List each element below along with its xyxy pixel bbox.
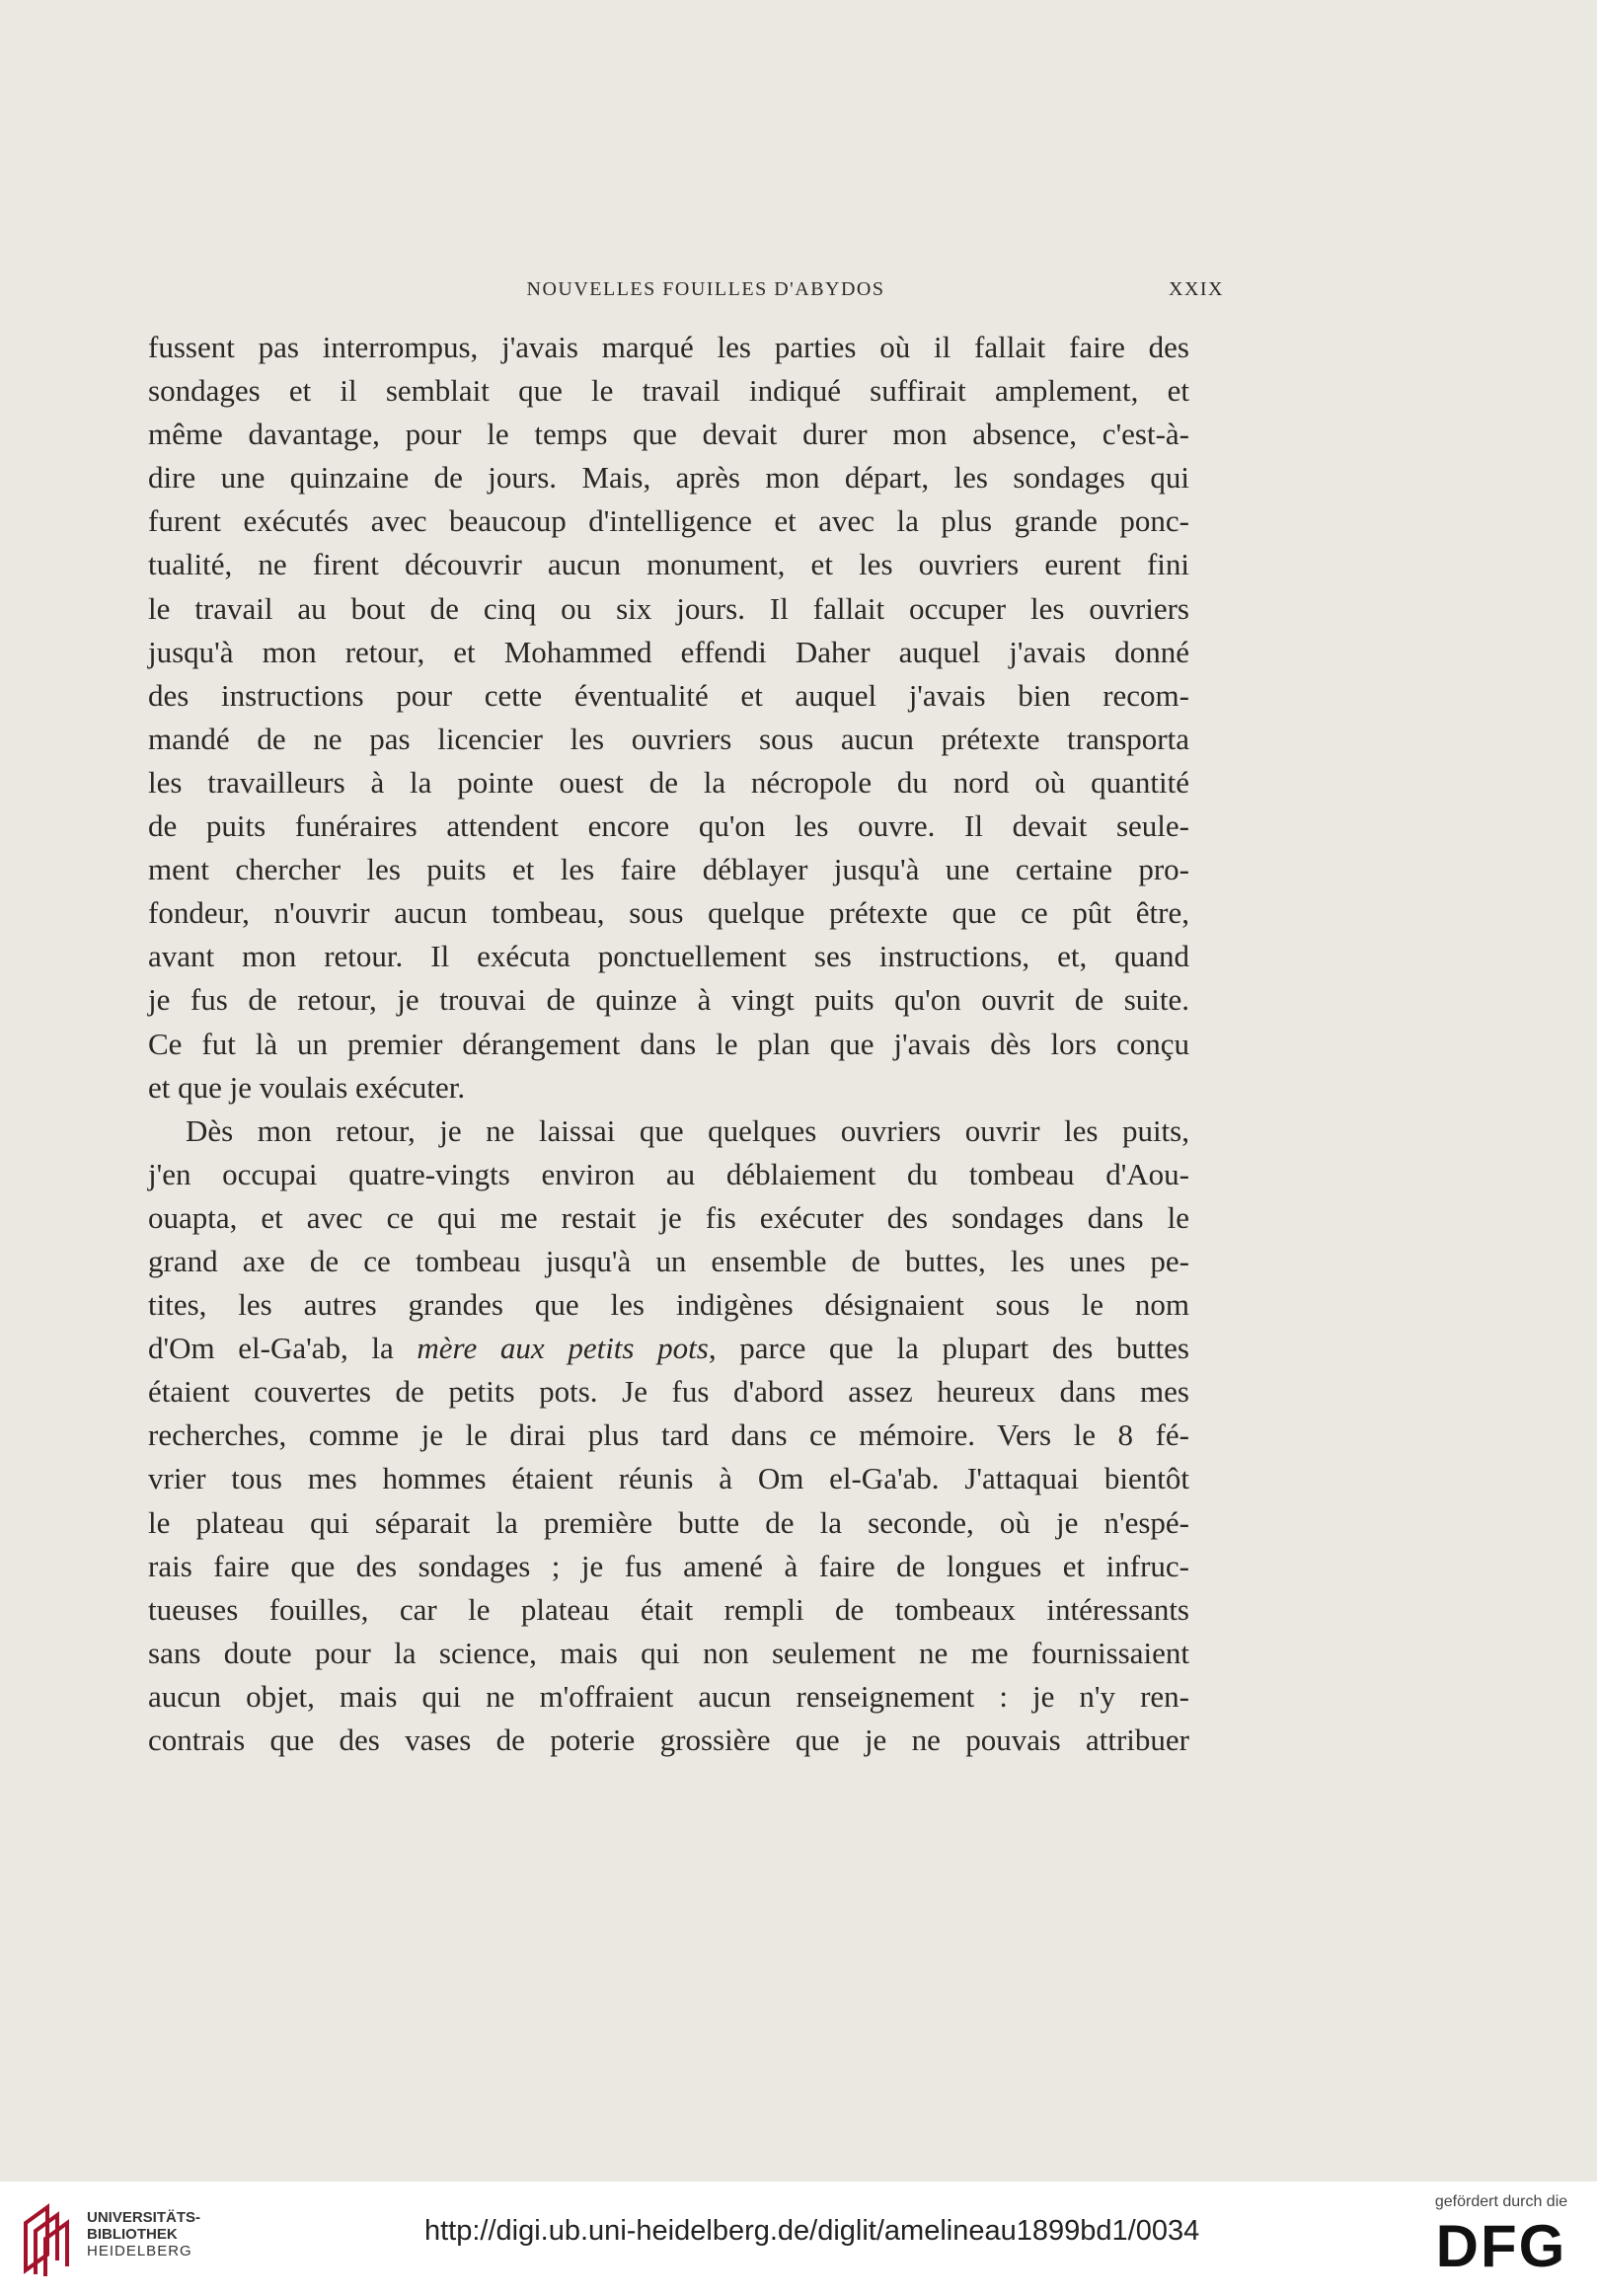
library-logo[interactable]	[18, 2201, 225, 2280]
dfg-credit[interactable]	[1427, 2193, 1575, 2292]
text-line: Ce fut là un premier dérangement dans le plan que j'avais dès lors conçu	[148, 1026, 1189, 1061]
text-line: tualité, ne firent découvrir aucun monument, et les ouvriers eurent fini	[148, 547, 1189, 582]
source-url-link[interactable]: http://digi.ub.uni-heidelberg.de/diglit/amelineau1899bd1/0034	[424, 2215, 1200, 2247]
library-name-line2: BIBLIOTHEK	[87, 2226, 178, 2243]
page-number: XXIX	[1169, 278, 1224, 300]
text-segment: d'Om el-Ga'ab, la	[148, 1331, 418, 1366]
text-line: dire une quinzaine de jours. Mais, après mon départ, les sondages qui	[148, 460, 1189, 496]
text-line: sans doute pour la science, mais qui non seulement ne me fournissaient	[148, 1635, 1189, 1670]
text-line: vrier tous mes hommes étaient réunis à Om el-Ga'ab. J'attaquai bientôt	[148, 1461, 1189, 1496]
library-name-line1: UNIVERSITÄTS-	[87, 2209, 201, 2226]
text-line: ment chercher les puits et les faire déblayer jusqu'à une certaine pro-	[148, 852, 1189, 887]
text-line-with-italic	[148, 1327, 1189, 1370]
dfg-logo: DFG	[1435, 2213, 1567, 2279]
text-line: même davantage, pour le temps que devait durer mon absence, c'est-à-	[148, 417, 1189, 452]
text-line: mandé de ne pas licencier les ouvriers sous aucun prétexte transporta	[148, 721, 1189, 756]
library-emblem-icon	[18, 2201, 79, 2276]
text-line: tites, les autres grandes que les indigènes désignaient sous le nom	[148, 1287, 1189, 1323]
text-line: Dès mon retour, je ne laissai que quelques ouvriers ouvrir les puits,	[186, 1112, 1189, 1148]
running-head	[188, 274, 1224, 310]
library-name	[87, 2209, 200, 2259]
text-line: furent exécutés avec beaucoup d'intelligence et avec la plus grande ponc-	[148, 503, 1189, 539]
footer-bar	[0, 2181, 1597, 2296]
text-line: aucun objet, mais qui ne m'offraient aucun renseignement : je n'y ren-	[148, 1678, 1189, 1714]
text-line: je fus de retour, je trouvai de quinze à vingt puits qu'on ouvrit de suite.	[148, 982, 1189, 1018]
running-title: NOUVELLES FOUILLES D'ABYDOS	[526, 278, 885, 300]
text-line: étaient couvertes de petits pots. Je fus d'abord assez heureux dans mes	[148, 1374, 1189, 1410]
text-line: tueuses fouilles, car le plateau était rempli de tombeaux intéressants	[148, 1591, 1189, 1627]
italic-phrase: mère aux petits pots	[417, 1331, 709, 1366]
text-line: rais faire que des sondages ; je fus amené à faire de longues et infruc-	[148, 1548, 1189, 1583]
body-text	[148, 326, 1189, 1762]
text-line: avant mon retour. Il exécuta ponctuellement ses instructions, et, quand	[148, 939, 1189, 974]
text-line: grand axe de ce tombeau jusqu'à un ensemble de buttes, les unes pe-	[148, 1243, 1189, 1278]
text-line: sondages et il semblait que le travail indiqué suffirait amplement, et	[148, 373, 1189, 409]
library-city: HEIDELBERG	[87, 2243, 192, 2259]
text-line: recherches, comme je le dirai plus tard dans ce mémoire. Vers le 8 fé-	[148, 1417, 1189, 1453]
text-line: j'en occupai quatre-vingts environ au déblaiement du tombeau d'Aou-	[148, 1156, 1189, 1191]
text-line: les travailleurs à la pointe ouest de la nécropole du nord où quantité	[148, 764, 1189, 800]
text-line: et que je voulais exécuter.	[148, 1069, 466, 1105]
text-line: de puits funéraires attendent encore qu'on les ouvre. Il devait seule-	[148, 808, 1189, 844]
text-line: jusqu'à mon retour, et Mohammed effendi Daher auquel j'avais donné	[148, 634, 1189, 669]
text-line: le travail au bout de cinq ou six jours. Il fallait occuper les ouvriers	[148, 590, 1189, 626]
text-line: ouapta, et avec ce qui me restait je fis exécuter des sondages dans le	[148, 1199, 1189, 1235]
text-line: contrais que des vases de poterie grossière que je ne pouvais attribuer	[148, 1722, 1189, 1757]
text-line: des instructions pour cette éventualité et auquel j'avais bien recom-	[148, 677, 1189, 713]
text-line: fussent pas interrompus, j'avais marqué les parties où il fallait faire des	[148, 330, 1189, 364]
text-line: le plateau qui séparait la première butte de la seconde, où je n'espé-	[148, 1504, 1189, 1540]
funding-caption: gefördert durch die	[1434, 2193, 1568, 2210]
text-line: fondeur, n'ouvrir aucun tombeau, sous quelque prétexte que ce pût être,	[148, 895, 1189, 931]
text-segment: , parce que la plupart des buttes	[708, 1331, 1189, 1366]
